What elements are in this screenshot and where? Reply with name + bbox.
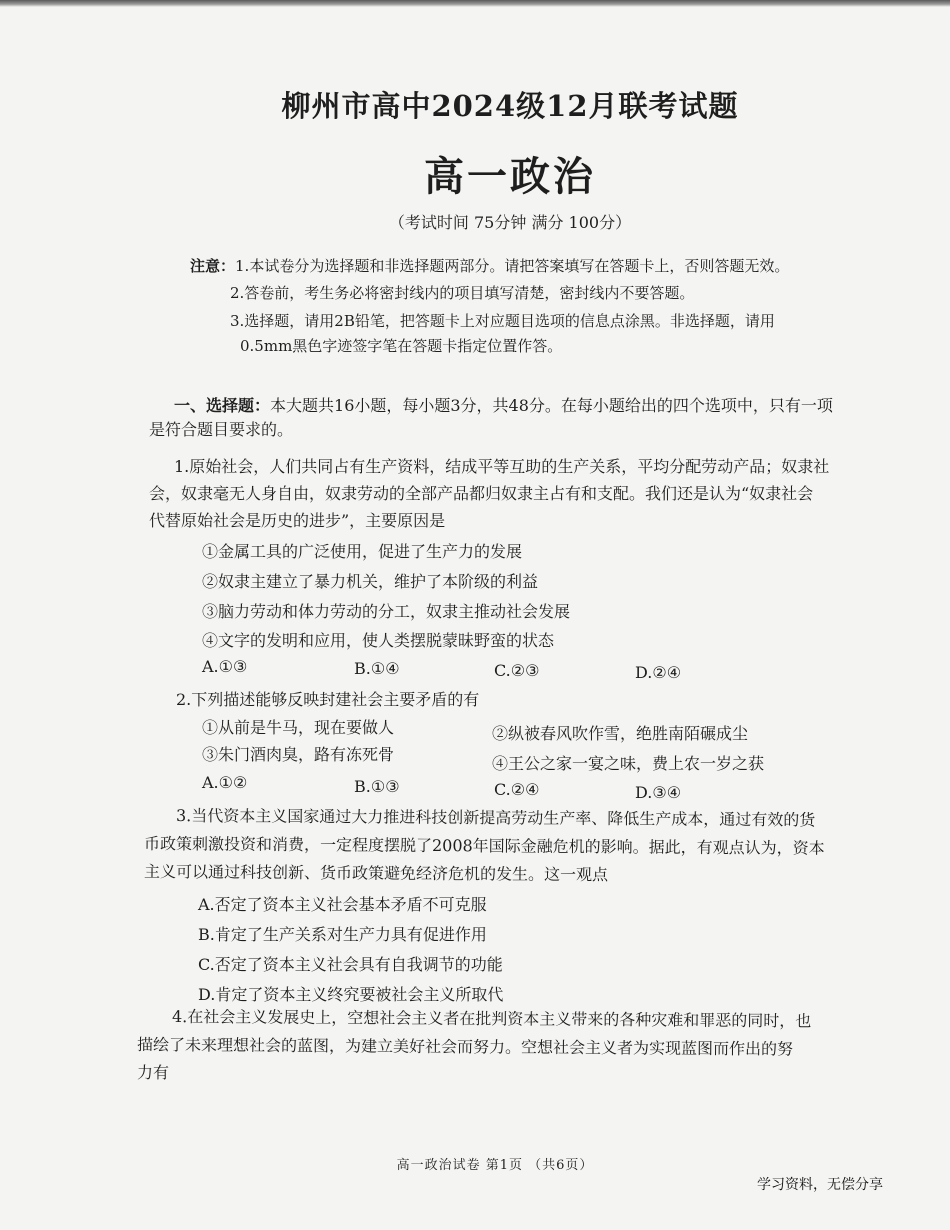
q2-option-c[interactable]: C.②④ bbox=[494, 780, 540, 799]
q2-item: ②纵被春风吹作雪，绝胜南陌碾成尘 bbox=[492, 724, 749, 743]
q3-stem: 3.当代资本主义国家通过大力推进科技创新提高劳动生产率、降低生产成本，通过有效的货 bbox=[175, 806, 816, 830]
q3-stem: 主义可以通过科技创新、货币政策避免经济危机的发生。这一观点 bbox=[143, 862, 609, 885]
q2-stem: 2.下列描述能够反映封建社会主要矛盾的有 bbox=[176, 690, 480, 709]
exam-info: （考试时间 75分钟 满分 100分） bbox=[388, 213, 632, 232]
q1-item: ④文字的发明和应用，使人类摆脱蒙昧野蛮的状态 bbox=[202, 631, 555, 650]
q1-option-a[interactable]: A.①③ bbox=[202, 657, 248, 676]
notice-item: 1.本试卷分为选择题和非选择题两部分。请把答案填写在答题卡上，否则答题无效。 bbox=[235, 257, 790, 275]
q4-stem: 力有 bbox=[137, 1063, 170, 1082]
q2-option-d[interactable]: D.③④ bbox=[635, 783, 682, 802]
q3-option-d[interactable]: D.肯定了资本主义终究要被社会主义所取代 bbox=[198, 985, 504, 1004]
page-footer: 高一政治试卷 第1页 （共6页） bbox=[396, 1158, 594, 1173]
q3-option-b[interactable]: B.肯定了生产关系对生产力具有促进作用 bbox=[198, 925, 487, 944]
exam-title: 柳州市高中2024级12月联考试题 bbox=[281, 89, 739, 123]
q3-stem: 币政策刺激投资和消费，一定程度摆脱了2008年国际金融危机的影响。据此，有观点认为，资本 bbox=[143, 834, 825, 858]
q1-item: ③脑力劳动和体力劳动的分工，奴隶主推动社会发展 bbox=[202, 602, 571, 621]
q4-stem: 描绘了未来理想社会的蓝图，为建立美好社会而努力。空想社会主义者为实现蓝图而作出的努 bbox=[136, 1035, 794, 1059]
q4-stem: 4.在社会主义发展史上，空想社会主义者在批判资本主义带来的各种灾难和罪恶的同时，也 bbox=[171, 1007, 812, 1031]
section-intro bbox=[174, 394, 833, 418]
notice-label: 注意： bbox=[190, 257, 236, 275]
notice-item: 3.选择题，请用2B铅笔，把答题卡上对应题目选项的信息点涂黑。非选择题，请用 bbox=[230, 312, 775, 330]
q1-stem: 1.原始社会，人们共同占有生产资料，结成平等互助的生产关系，平均分配劳动产品；奴隶社 bbox=[174, 457, 830, 476]
q1-item: ②奴隶主建立了暴力机关，维护了本阶级的利益 bbox=[202, 572, 539, 591]
notice-line-1 bbox=[190, 255, 789, 277]
section-heading: 一、选择题： bbox=[174, 396, 271, 415]
watermark-text: 学习资料，无偿分享 bbox=[757, 1177, 883, 1193]
subject-title: 高一政治 bbox=[424, 153, 596, 200]
q2-item: ①从前是牛马，现在要做人 bbox=[202, 718, 395, 737]
q3-option-a[interactable]: A.否定了资本主义社会基本矛盾不可克服 bbox=[198, 895, 487, 914]
q1-option-d[interactable]: D.②④ bbox=[635, 663, 682, 682]
notice-item: 2.答卷前，考生务必将密封线内的项目填写清楚，密封线内不要答题。 bbox=[230, 284, 695, 302]
q1-option-b[interactable]: B.①④ bbox=[354, 659, 400, 678]
q2-item: ④王公之家一宴之味，费上农一岁之获 bbox=[492, 754, 765, 773]
q1-stem: 代替原始社会是历史的进步”，主要原因是 bbox=[149, 511, 446, 530]
q2-item: ③朱门酒肉臭，路有冻死骨 bbox=[202, 745, 395, 764]
q3-option-c[interactable]: C.否定了资本主义社会具有自我调节的功能 bbox=[198, 955, 503, 974]
section-desc: 是符合题目要求的。 bbox=[149, 420, 294, 439]
section-desc: 本大题共16小题，每小题3分，共48分。在每小题给出的四个选项中，只有一项 bbox=[270, 396, 833, 415]
q1-item: ①金属工具的广泛使用，促进了生产力的发展 bbox=[202, 542, 523, 561]
q2-option-b[interactable]: B.①③ bbox=[354, 777, 400, 796]
q2-option-a[interactable]: A.①② bbox=[202, 773, 248, 792]
notice-item: 0.5mm黑色字迹签字笔在答题卡指定位置作答。 bbox=[240, 337, 563, 355]
q1-stem: 会，奴隶毫无人身自由，奴隶劳动的全部产品都归奴隶主占有和支配。我们还是认为“奴隶社会 bbox=[149, 484, 814, 503]
q1-option-c[interactable]: C.②③ bbox=[494, 661, 540, 680]
